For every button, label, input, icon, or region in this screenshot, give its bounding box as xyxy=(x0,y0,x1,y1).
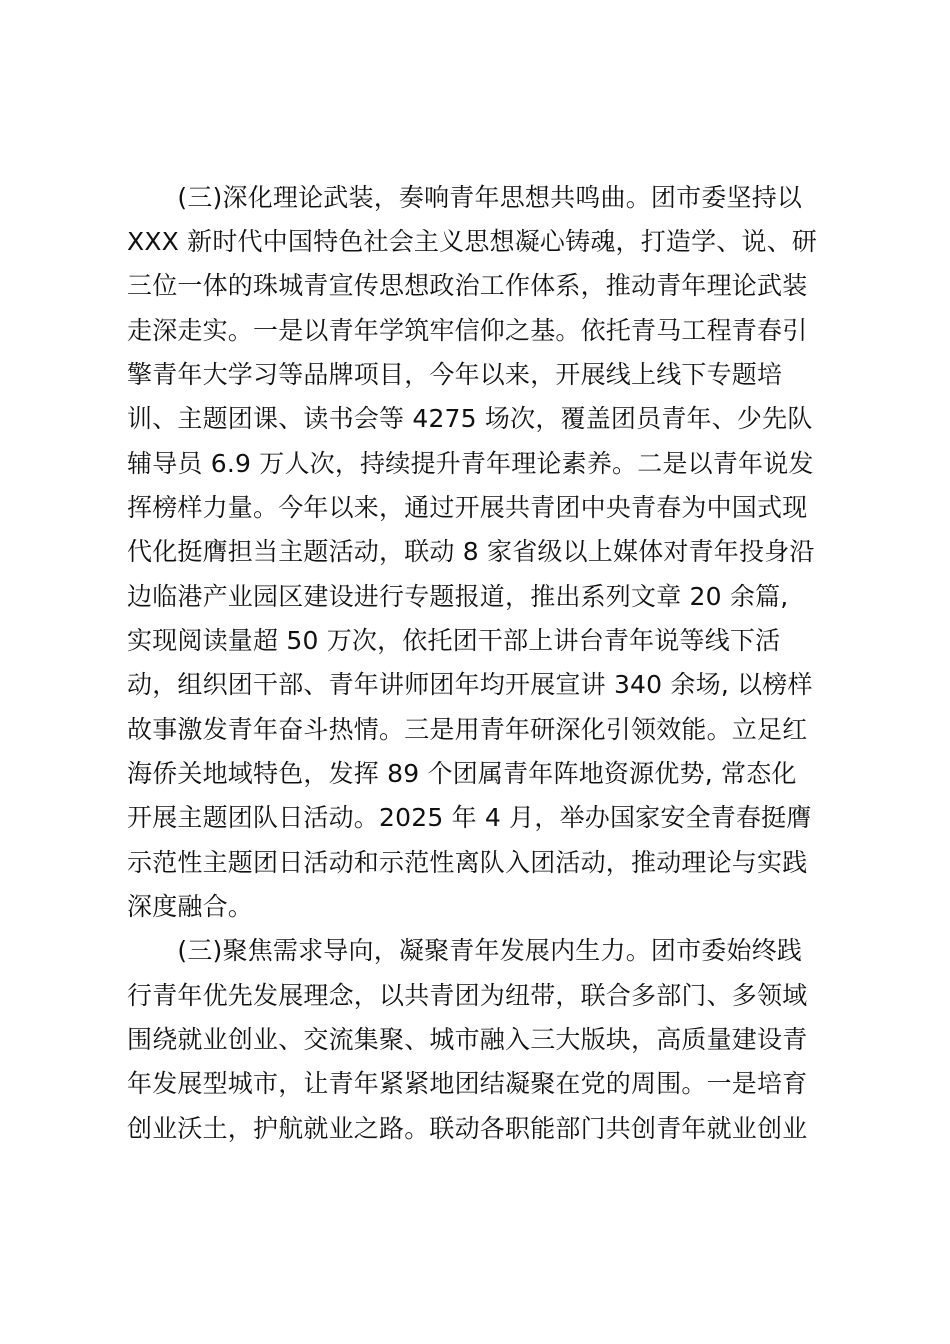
paragraph-2-line-4: 年发展型城市，让青年紧紧地团结凝聚在党的周围。一是培育 xyxy=(127,1069,808,1098)
paragraph-1-line-15: 开展主题团队日活动。2025 年 4 月，举办国家安全青春挺膺 xyxy=(127,803,812,832)
paragraph-2-line-2: 行青年优先发展理念，以共青团为纽带，联合多部门、多领域 xyxy=(127,981,808,1010)
paragraph-1-line-8: 挥榜样力量。今年以来，通过开展共青团中央青春为中国式现 xyxy=(127,493,808,522)
paragraph-1-line-11: 实现阅读量超 50 万次，依托团干部上讲台青年说等线下活 xyxy=(127,626,781,655)
paragraph-1-line-17: 深度融合。 xyxy=(127,892,254,921)
paragraph-1-line-3: 三位一体的珠城青宣传思想政治工作体系，推动青年理论武装 xyxy=(127,271,808,300)
paragraph-1-line-7: 辅导员 6.9 万人次，持续提升青年理论素养。二是以青年说发 xyxy=(127,449,814,478)
paragraph-2-line-3: 围绕就业创业、交流集聚、城市融入三大版块，高质量建设青 xyxy=(127,1025,808,1054)
paragraph-1-line-16: 示范性主题团日活动和示范性离队入团活动，推动理论与实践 xyxy=(127,848,808,877)
paragraph-1-line-13: 故事激发青年奋斗热情。三是用青年研深化引领效能。立足红 xyxy=(127,715,808,744)
paragraph-1-line-12: 动，组织团干部、青年讲师团年均开展宣讲 340 余场, 以榜样 xyxy=(127,670,813,699)
paragraph-1-line-9: 代化挺膺担当主题活动，联动 8 家省级以上媒体对青年投身沿 xyxy=(127,537,815,566)
paragraph-2-line-5: 创业沃土，护航就业之路。联动各职能部门共创青年就业创业 xyxy=(127,1114,808,1143)
paragraph-1-line-1: (三)深化理论武装，奏响青年思想共鸣曲。团市委坚持以 xyxy=(127,183,803,212)
paragraph-1-line-6: 训、主题团课、读书会等 4275 场次，覆盖团员青年、少先队 xyxy=(127,404,813,433)
paragraph-1-line-2: XXX 新时代中国特色社会主义思想凝心铸魂，打造学、说、研 xyxy=(127,227,818,256)
paragraph-1-line-5: 擎青年大学习等品牌项目，今年以来，开展线上线下专题培 xyxy=(127,360,783,389)
paragraph-1-line-4: 走深走实。一是以青年学筑牢信仰之基。依托青马工程青春引 xyxy=(127,316,808,345)
paragraph-1-line-14: 海侨关地域特色，发挥 89 个团属青年阵地资源优势, 常态化 xyxy=(127,759,797,788)
paragraph-1-line-10: 边临港产业园区建设进行专题报道，推出系列文章 20 余篇, xyxy=(127,582,789,611)
paragraph-2-line-1: (三)聚焦需求导向，凝聚青年发展内生力。团市委始终践 xyxy=(127,936,803,965)
